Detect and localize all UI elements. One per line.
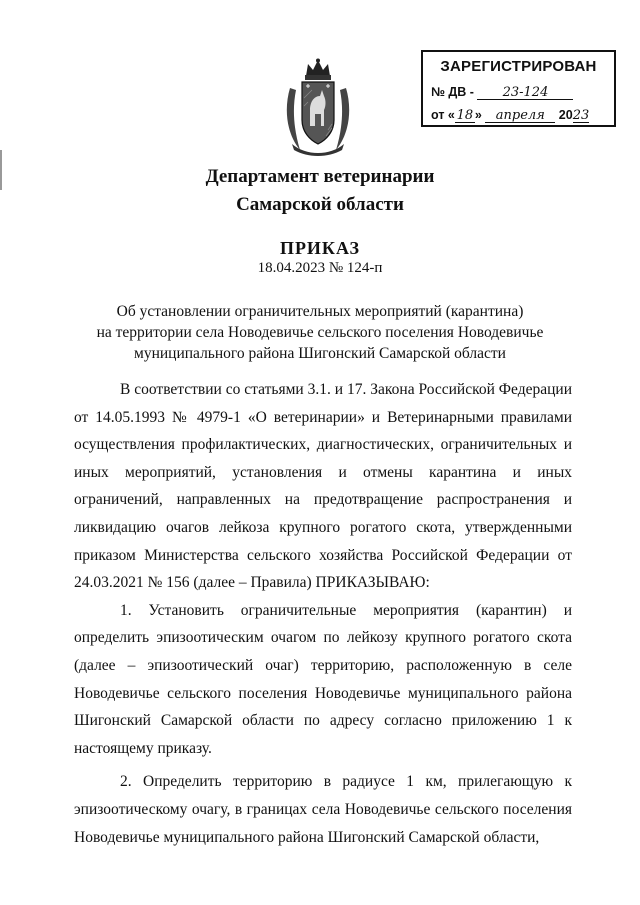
stamp-date-prefix: от « bbox=[431, 108, 455, 122]
subject-line-2: на территории села Новодевичье сельского поселения Новодевичье bbox=[96, 324, 544, 341]
department-name-line2: Самарской области bbox=[236, 194, 404, 215]
stamp-date-month: апреля bbox=[485, 109, 555, 123]
coat-of-arms-emblem bbox=[282, 58, 354, 158]
department-name-line1: Департамент ветеринарии bbox=[205, 166, 435, 187]
document-date-number: 18.04.2023 № 124-п bbox=[257, 260, 383, 276]
subject-line-3: муниципального района Шигонский Самарской области bbox=[134, 345, 506, 362]
document-body bbox=[74, 376, 572, 851]
body-preamble: В соответствии со статьями 3.1. и 17. Закона Российской Федерации от 14.05.1993 № 4979-1 «О ветеринарии» и Ветеринарными правилами осуществления профилактических, диагностических, ограничительных и иных мероприятий, установления и отмены карантина и иных ограничений, направленных на предотвращение распространения и ликвидацию очагов лейкоза крупного рогатого скота, утвержденными приказом Министерства сельского хозяйства Российской Федерации от 24.03.2021 № 156 (далее – Правила) ПРИКАЗЫВАЮ: bbox=[74, 381, 572, 592]
stamp-date-year-prefix: 20 bbox=[558, 108, 573, 122]
stamp-title: ЗАРЕГИСТРИРОВАН bbox=[440, 58, 597, 75]
stamp-date-mid: » bbox=[474, 108, 482, 122]
stamp-date-day: 18 bbox=[456, 108, 474, 123]
document-subject bbox=[60, 301, 580, 364]
body-item-2: 2. Определить территорию в радиусе 1 км, прилегающую к эпизоотическому очагу, в границах села Новодевичье сельского поселения Новодевичье муниципального района Шигонский Самарской области, bbox=[74, 773, 572, 846]
body-item-1: 1. Установить ограничительные мероприятия (карантин) и определить эпизоотическим очагом по лейкозу крупного рогатого скота (далее – эпизоотический очаг) территорию, расположенную в селе Новодевичье сельского поселения Новодевичье муниципального района Шигонский Самарской области по адресу согласно приложению 1 к настоящему приказу. bbox=[74, 601, 572, 757]
stamp-number-prefix: № ДВ - bbox=[431, 85, 474, 99]
stamp-date-year-suffix: 23 bbox=[572, 108, 590, 123]
stamp-number-handwritten: 23-124 bbox=[477, 86, 573, 100]
stamp-date-line bbox=[431, 108, 589, 123]
document-type-title: ПРИКАЗ bbox=[279, 238, 361, 258]
stamp-number-line bbox=[431, 85, 573, 100]
registration-stamp bbox=[421, 50, 616, 127]
subject-line-1: Об установлении ограничительных мероприятий (карантина) bbox=[116, 303, 524, 320]
